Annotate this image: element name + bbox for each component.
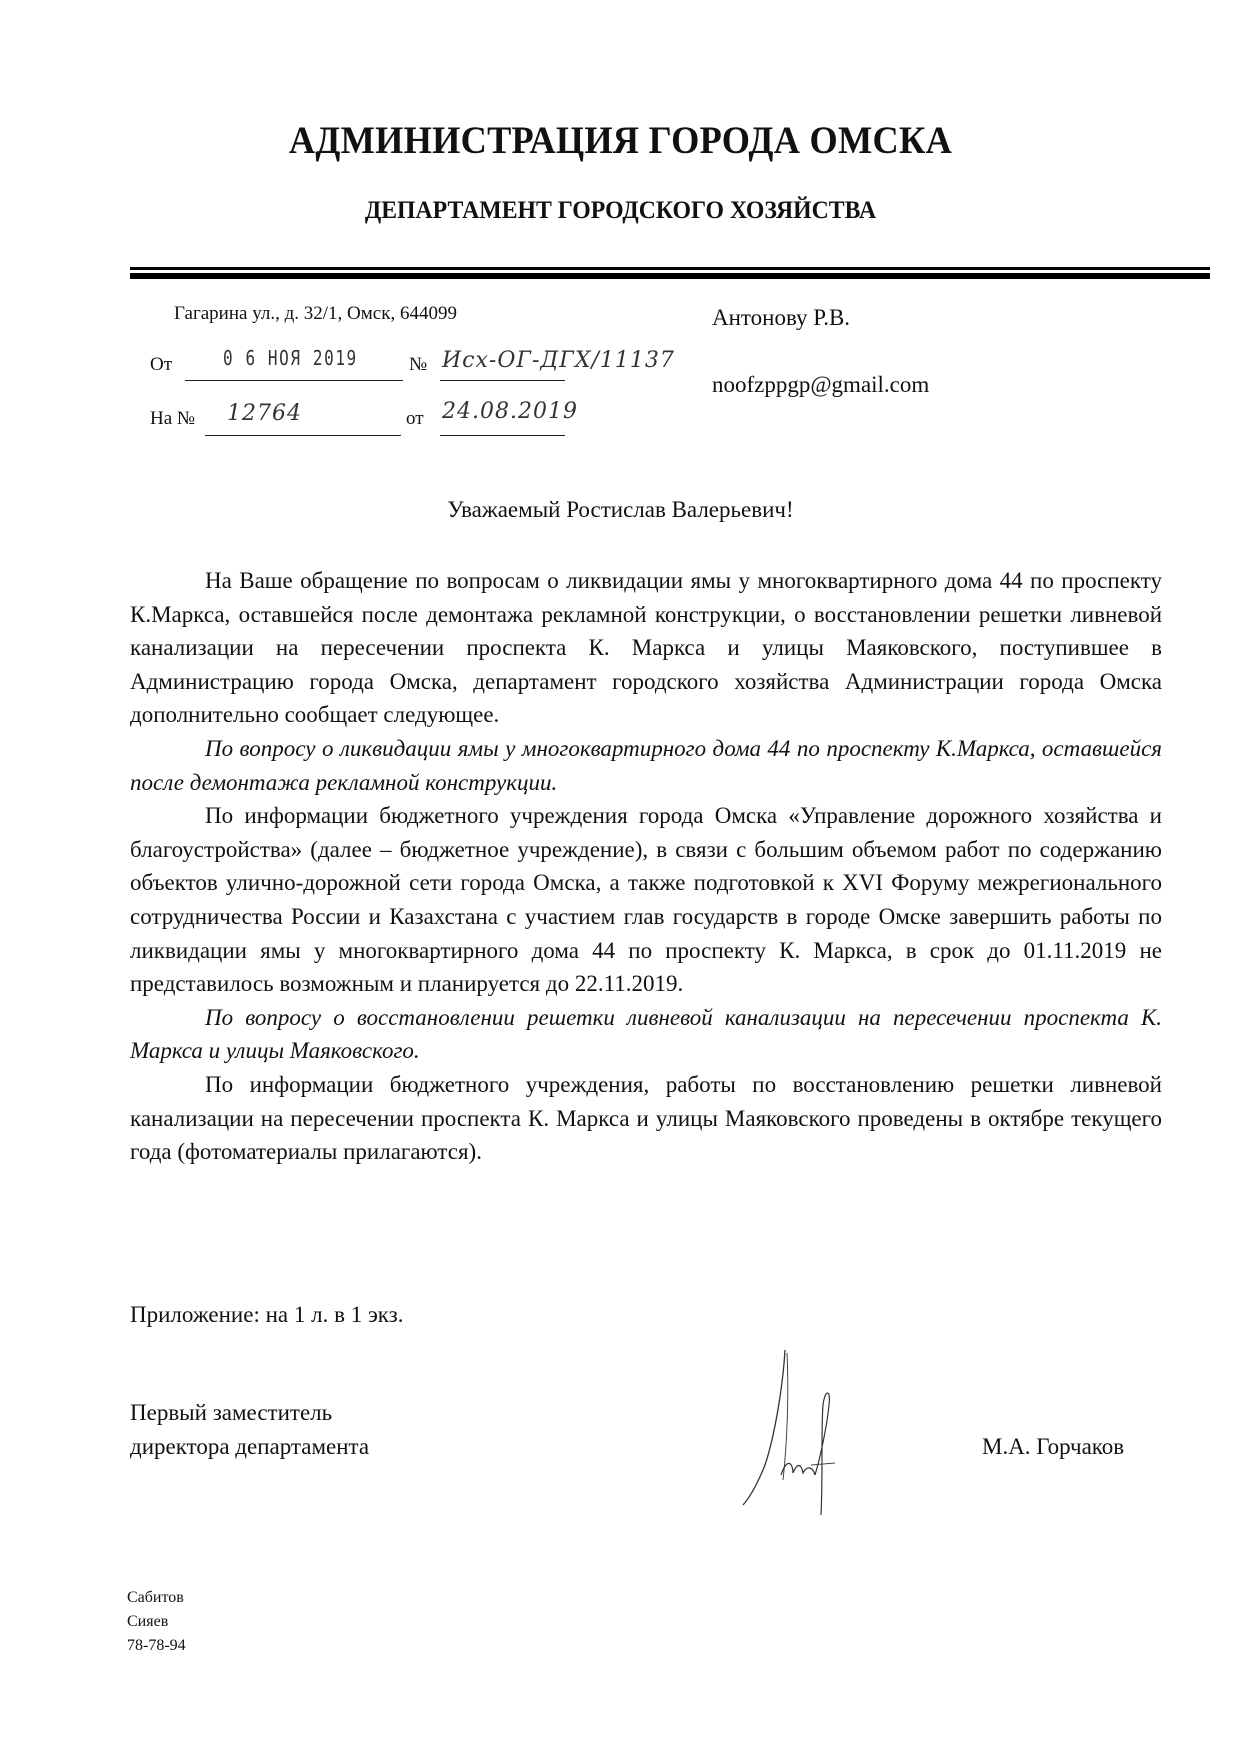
signature-stroke (815, 1393, 829, 1515)
paragraph-topic-drain: По вопросу о восстановлении решетки ливневой канализации на пересечении проспекта К. Маркса и улицы Маяковского. (130, 1004, 1162, 1064)
department-title: ДЕПАРТАМЕНТ ГОРОДСКОГО ХОЗЯЙСТВА (364, 197, 877, 224)
executor-phone: 78-78-94 (127, 1637, 186, 1654)
outgoing-number-field (440, 348, 675, 381)
sender-address: Гагарина ул., д. 32/1, Омск, 644099 (174, 303, 457, 324)
executor-footer (127, 1586, 186, 1658)
reply-label: На № (150, 408, 196, 429)
letter-body (130, 564, 1162, 1169)
from-label: От (150, 354, 173, 375)
number-label: № (409, 354, 428, 375)
paragraph-topic-pit: По вопросу о ликвидации ямы у многоквартирного дома 44 по проспекту К.Маркса, оставшейся после демонтажа рекламной конструкции. (130, 735, 1162, 795)
reply-number: 12764 (227, 401, 302, 426)
greeting: Уважаемый Ростислав Валерьевич! (447, 497, 794, 522)
outgoing-number: Исх-ОГ-ДГХ/11137 (442, 348, 675, 373)
signature-stroke (781, 1463, 815, 1475)
recipient-email: noofzppgp@gmail.com (712, 372, 930, 397)
recipient-name: Антонову Р.В. (712, 305, 851, 330)
organization-title: АДМИНИСТРАЦИЯ ГОРОДА ОМСКА (288, 119, 953, 162)
header-rule-thick (130, 273, 1210, 279)
executor-name-2: Сияев (127, 1613, 169, 1630)
from-date-field (185, 346, 403, 381)
signer-name: М.А. Горчаков (982, 1434, 1125, 1459)
signature-icon (735, 1345, 865, 1520)
reply-number-field (205, 401, 401, 436)
signer-position-line2: директора департамента (130, 1434, 370, 1459)
paragraph-pit-info: По информации бюджетного учреждения города Омска «Управление дорожного хозяйства и благоустройства» (далее – бюджетное учреждение), в связи с большим объемом работ по содержанию объектов улично-дорожной сети города Омска, а также подготовкой к XVI Форуму межрегионального сотрудничества России и Казахстана с участием глав государств в городе Омске завершить работы по ликвидации ямы у многоквартирного дома 44 по проспекту К. Маркса, в срок до 01.11.2019 не представилось возможным и планируется до 22.11.2019. (130, 803, 1162, 997)
attachment-note: Приложение: на 1 л. в 1 экз. (130, 1302, 404, 1327)
signature-stroke (743, 1350, 785, 1505)
paragraph-intro: На Ваше обращение по вопросам о ликвидации ямы у многоквартирного дома 44 по проспекту К.Маркса, оставшейся после демонтажа рекламной конструкции, о восстановлении решетки ливневой канализации на пересечении проспекта К. Маркса и улицы Маяковского, поступившее в Администрацию города Омска, департамент городского хозяйства Администрации города Омска дополнительно сообщает следующее. (130, 568, 1162, 728)
from-date-stamp: 0 6 НОЯ 2019 (223, 346, 358, 370)
paragraph-drain-info: По информации бюджетного учреждения, работы по восстановлению решетки ливневой канализации на пересечении проспекта К. Маркса и улицы Маяковского проведены в октябре текущего года (фотоматериалы прилагаются). (130, 1071, 1162, 1165)
signature-stroke (811, 1463, 835, 1465)
signer-position-line1: Первый заместитель (130, 1400, 333, 1425)
header-rule-thin (130, 267, 1210, 270)
reply-date-field (440, 399, 578, 436)
executor-name-1: Сабитов (127, 1589, 184, 1606)
reply-date: 24.08.2019 (442, 399, 578, 424)
reply-date-label: от (406, 408, 424, 429)
